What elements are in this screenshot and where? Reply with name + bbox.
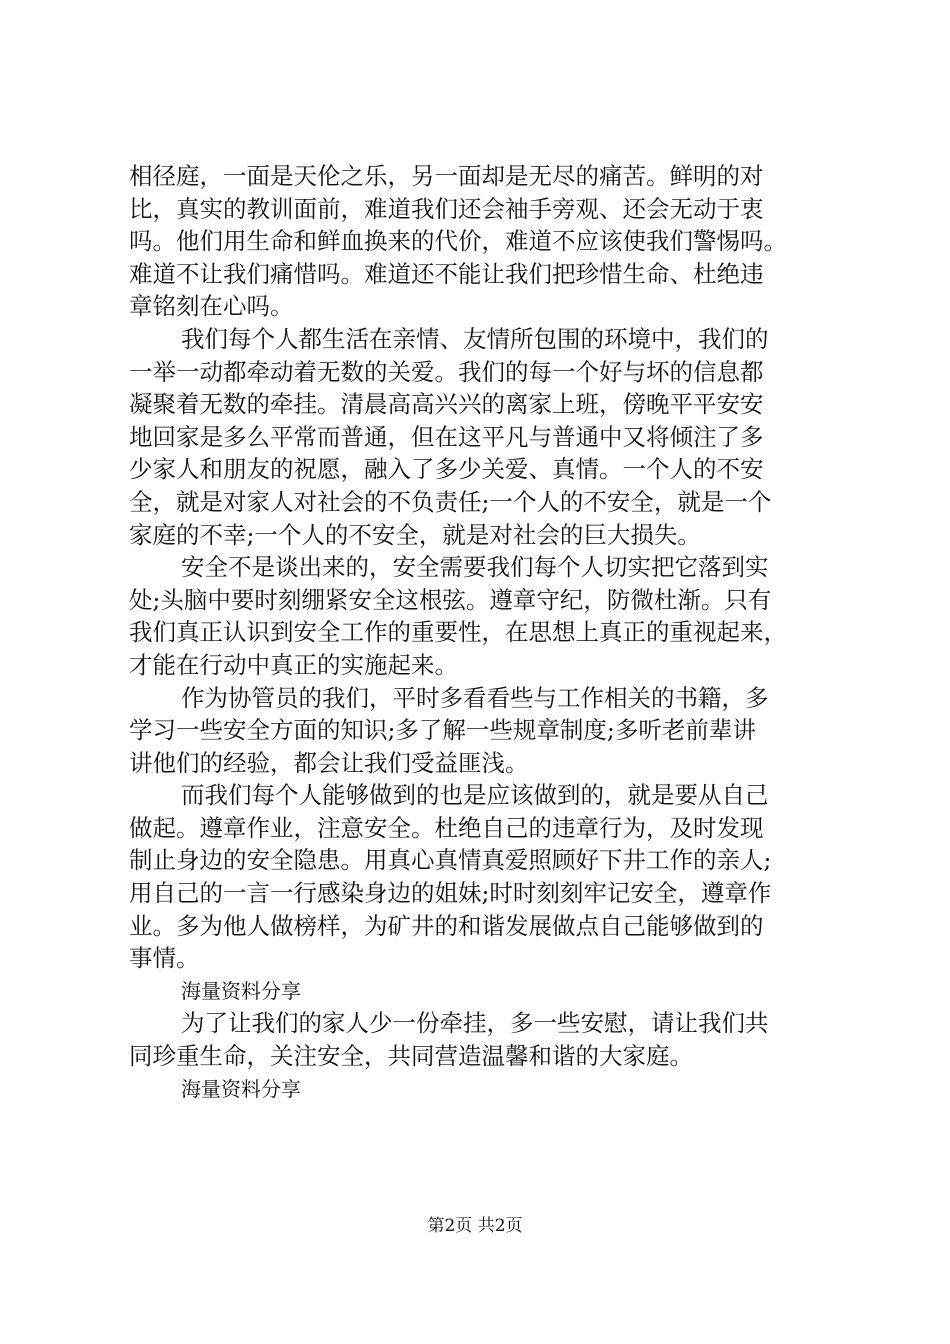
text-line: 我们每个人都生活在亲情、友情所包围的环境中，我们的 <box>181 324 769 353</box>
text-line: 吗。他们用生命和鲜血换来的代价，难道不应该使我们警惕吗。 <box>129 227 787 256</box>
text-line: 海量资料分享 <box>181 1076 301 1101</box>
text-line: 安全不是谈出来的，安全需要我们每个人切实把它落到实 <box>181 553 769 582</box>
text-line: 而我们每个人能够做到的也是应该做到的，就是要从自己 <box>181 781 769 810</box>
text-line: 处;头脑中要时刻绷紧安全这根弦。遵章守纪，防微杜渐。只有 <box>129 585 772 614</box>
text-line: 全，就是对家人对社会的不负责任;一个人的不安全，就是一个 <box>129 487 772 516</box>
text-line: 为了让我们的家人少一份牵挂，多一些安慰，请让我们共 <box>181 1009 769 1038</box>
text-line: 难道不让我们痛惜吗。难道还不能让我们把珍惜生命、杜绝违 <box>129 259 764 288</box>
text-line: 做起。遵章作业，注意安全。杜绝自己的违章行为，及时发现 <box>129 813 764 842</box>
text-line: 才能在行动中真正的实施起来。 <box>129 650 458 679</box>
text-line: 我们真正认识到安全工作的重要性，在思想上真正的重视起来， <box>129 618 787 647</box>
text-line: 业。多为他人做榜样，为矿井的和谐发展做点自己能够做到的 <box>129 911 764 940</box>
text-line: 讲他们的经验，都会让我们受益匪浅。 <box>129 748 529 777</box>
text-line: 制止身边的安全隐患。用真心真情真爱照顾好下井工作的亲人; <box>129 846 772 875</box>
text-line: 一举一动都牵动着无数的关爱。我们的每一个好与坏的信息都 <box>129 357 764 386</box>
text-line: 比，真实的教训面前，难道我们还会袖手旁观、还会无动于衷 <box>129 194 764 223</box>
text-line: 相径庭，一面是天伦之乐，另一面却是无尽的痛苦。鲜明的对 <box>129 162 764 190</box>
text-line: 同珍重生命，关注安全，共同营造温馨和谐的大家庭。 <box>129 1042 693 1071</box>
text-line: 地回家是多么平常而普通，但在这平凡与普通中又将倾注了多 <box>129 422 764 451</box>
document-body <box>129 160 835 1105</box>
text-line: 家庭的不幸;一个人的不安全，就是对社会的巨大损失。 <box>129 520 701 549</box>
text-line: 章铭刻在心吗。 <box>129 292 294 321</box>
page-footer: 第2页 共2页 <box>427 1216 523 1236</box>
text-line: 事情。 <box>129 944 200 973</box>
text-line: 凝聚着无数的牵挂。清晨高高兴兴的离家上班，傍晚平平安安 <box>129 390 764 419</box>
text-line: 少家人和朋友的祝愿，融入了多少关爱、真情。一个人的不安 <box>129 455 764 484</box>
text-line: 海量资料分享 <box>181 978 301 1003</box>
text-line: 学习一些安全方面的知识;多了解一些规章制度;多听老前辈讲 <box>129 716 756 745</box>
text-line: 用自己的一言一行感染身边的姐妹;时时刻刻牢记安全，遵章作 <box>129 879 772 908</box>
text-line: 作为协管员的我们，平时多看看些与工作相关的书籍，多 <box>181 683 769 712</box>
